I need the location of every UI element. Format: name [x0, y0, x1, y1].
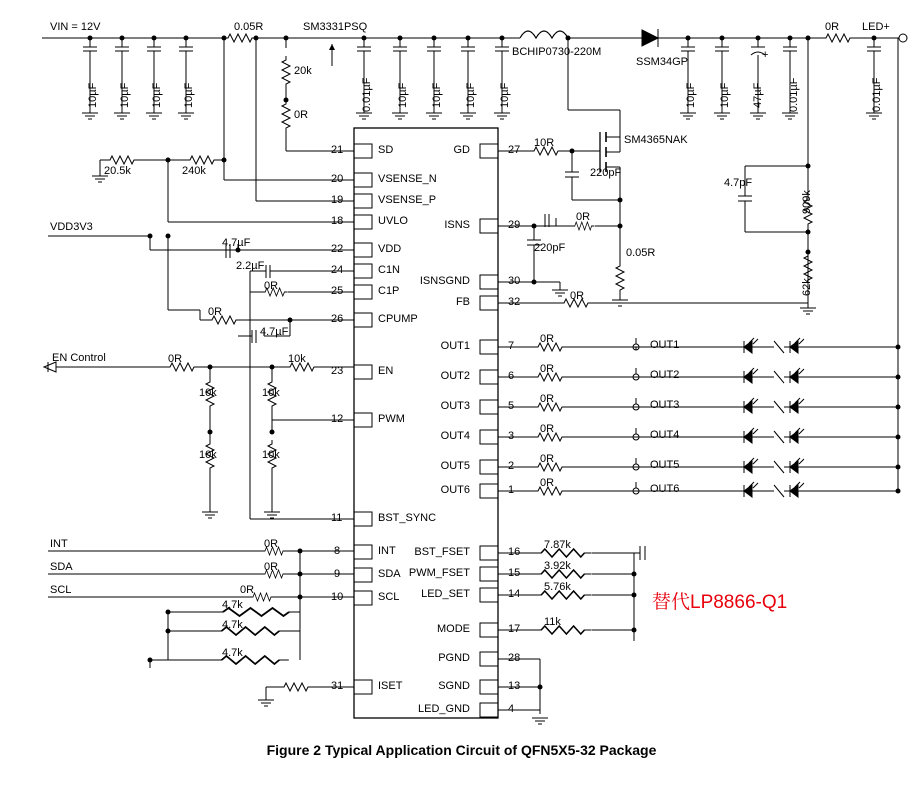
res-label-0r-sda: 0R — [264, 561, 279, 573]
cap-label-220pf-isns: 220pF — [534, 242, 566, 254]
pin-num-20: 20 — [331, 173, 344, 185]
node-label-out3: OUT3 — [650, 399, 680, 411]
pin-num-17: 17 — [508, 623, 521, 635]
pin-name-out3: OUT3 — [440, 400, 470, 412]
node-label-out4: OUT4 — [650, 429, 680, 441]
net-label-vin: VIN = 12V — [50, 21, 101, 33]
part-label-inductor: BCHIP0730-220M — [512, 46, 602, 58]
node-label-out2: OUT2 — [650, 369, 680, 381]
pin-name-bst-fset: BST_FSET — [414, 546, 470, 558]
pin-num-4: 4 — [508, 703, 515, 715]
cap-label-out-4: 0.01µF — [788, 77, 800, 112]
res-label-4k7-c: 4.7k — [222, 647, 243, 659]
part-label-diode: SSM34GP — [636, 56, 688, 68]
pin-num-19: 19 — [331, 194, 344, 206]
pin-name-out4: OUT4 — [440, 430, 470, 442]
pin-name-sda: SDA — [378, 568, 401, 580]
cap-label-vdd: 4.7µF — [222, 237, 251, 249]
polarity-plus: + — [762, 49, 769, 61]
cap-label-c1n: 2.2µF — [236, 260, 265, 272]
pin-num-15: 15 — [508, 567, 521, 579]
pin-name-c1n: C1N — [378, 264, 401, 276]
res-label-0r-int: 0R — [264, 538, 279, 550]
cap-label-in-3: 10µF — [151, 82, 163, 108]
pin-name-out5: OUT5 — [440, 460, 470, 472]
pin-num-31: 31 — [331, 680, 344, 692]
pin-num-5: 5 — [508, 400, 515, 412]
net-label-sda: SDA — [50, 561, 73, 573]
pin-num-11: 11 — [331, 512, 343, 524]
pin-name-scl: SCL — [378, 591, 400, 603]
res-label-0r-c1p: 0R — [264, 280, 279, 292]
pin-num-14: 14 — [508, 588, 521, 600]
res-label-10r-gd: 10R — [534, 137, 555, 149]
part-label-controller: SM3331PSQ — [303, 21, 368, 33]
node-label-out6: OUT6 — [650, 483, 680, 495]
figure-caption: Figure 2 Typical Application Circuit of QFN5X5-32 Package — [266, 742, 657, 758]
pin-name-uvlo: UVLO — [378, 215, 408, 227]
pin-num-27: 27 — [508, 144, 521, 156]
res-label-4k7-b: 4.7k — [222, 619, 243, 631]
node-label-out1: OUT1 — [650, 339, 680, 351]
pin-name-mode: MODE — [437, 623, 470, 635]
res-label-isns-sense: 0.05R — [626, 247, 656, 259]
pin-num-9: 9 — [334, 568, 341, 580]
res-label-led-set: 5.76k — [544, 581, 571, 593]
res-label-pwm-fset: 3.92k — [544, 560, 571, 572]
net-label-vdd3v3: VDD3V3 — [50, 221, 93, 233]
res-label-10k-c: 10k — [199, 449, 217, 461]
res-label-10k-d: 10k — [262, 449, 280, 461]
res-label-240k: 240k — [182, 165, 206, 177]
cap-label-cpump: 4.7µF — [260, 326, 289, 338]
pin-name-isnsgnd: ISNSGND — [419, 275, 470, 287]
pin-name-sgnd: SGND — [438, 680, 470, 692]
cap-label-mid-2: 10µF — [397, 82, 409, 108]
pin-num-30: 30 — [508, 275, 521, 287]
res-label-10k-a: 10k — [199, 387, 217, 399]
pin-name-isns: ISNS — [444, 219, 470, 231]
res-label-10k-b: 10k — [262, 387, 280, 399]
pin-name-gd: GD — [453, 144, 470, 156]
pin-name-en: EN — [378, 365, 394, 377]
cap-label-far-right: 0.01µF — [871, 77, 883, 112]
pin-num-29: 29 — [508, 219, 521, 231]
res-label-0r-fb: 0R — [570, 290, 585, 302]
res-label-62k: 62k — [801, 278, 813, 296]
net-label-en-control: EN Control — [52, 352, 106, 364]
pin-num-25: 25 — [331, 285, 344, 297]
res-label-mode: 11k — [544, 616, 561, 628]
pin-num-21: 21 — [331, 144, 344, 156]
pin-num-7: 7 — [508, 340, 515, 352]
pin-name-out2: OUT2 — [440, 370, 470, 382]
pin-num-28: 28 — [508, 652, 521, 664]
res-label-0r-gate: 0R — [294, 109, 309, 121]
res-label-bst-fset: 7.87k — [544, 539, 571, 551]
part-label-input-sense: 0.05R — [234, 21, 264, 33]
net-label-led-plus: LED+ — [862, 21, 890, 33]
pin-num-2: 2 — [508, 460, 515, 472]
pin-num-18: 18 — [331, 215, 344, 227]
pin-name-iset: ISET — [378, 680, 403, 692]
pin-name-vdd: VDD — [378, 243, 402, 255]
pin-name-vsense-p: VSENSE_P — [378, 194, 437, 206]
cap-label-mid-5: 10µF — [499, 82, 511, 108]
res-label-20k: 20k — [294, 65, 312, 77]
pin-name-out1: OUT1 — [440, 340, 470, 352]
pin-num-3: 3 — [508, 430, 515, 442]
net-label-scl: SCL — [50, 584, 72, 596]
pin-num-12: 12 — [331, 413, 344, 425]
pin-name-pgnd: PGND — [438, 652, 470, 664]
cap-label-220pf-gd: 220pF — [590, 167, 622, 179]
pin-num-32: 32 — [508, 296, 521, 308]
cap-label-4p7pf: 4.7pF — [724, 177, 753, 189]
pin-num-22: 22 — [331, 243, 344, 255]
cap-label-mid-4: 10µF — [465, 82, 477, 108]
pin-name-led-set: LED_SET — [421, 588, 470, 600]
res-label-10k-en: 10k — [288, 353, 306, 365]
cap-label-in-1: 10µF — [87, 82, 99, 108]
pin-num-23: 23 — [331, 365, 344, 377]
res-label-909k: 909k — [801, 190, 813, 214]
cap-label-out-2: 10µF — [719, 82, 731, 108]
pin-name-vsense-n: VSENSE_N — [378, 173, 437, 185]
pin-num-10: 10 — [331, 591, 344, 603]
res-label-0r-en: 0R — [168, 353, 183, 365]
pin-name-fb: FB — [455, 296, 470, 308]
res-label-0r-cpump: 0R — [208, 306, 223, 318]
pin-num-13: 13 — [508, 680, 521, 692]
part-label-fet: SM4365NAK — [624, 134, 688, 146]
pin-name-out6: OUT6 — [440, 484, 470, 496]
pin-num-24: 24 — [331, 264, 344, 276]
res-label-out2: 0R — [540, 363, 555, 375]
pin-name-sd: SD — [378, 144, 394, 156]
cap-label-mid-1: 0.01µF — [361, 77, 373, 112]
pin-num-8: 8 — [334, 545, 341, 557]
res-label-out4: 0R — [540, 423, 555, 435]
res-label-out6: 0R — [540, 477, 555, 489]
res-label-0r-scl: 0R — [240, 584, 255, 596]
res-label-4k7-a: 4.7k — [222, 599, 243, 611]
pin-num-26: 26 — [331, 313, 344, 325]
cap-label-mid-3: 10µF — [431, 82, 443, 108]
cap-label-in-2: 10µF — [119, 82, 131, 108]
pin-name-cpump: CPUMP — [378, 313, 418, 325]
res-label-0r-isns: 0R — [576, 211, 591, 223]
pin-name-pwm-fset: PWM_FSET — [408, 567, 470, 579]
res-label-20k5: 20.5k — [104, 165, 131, 177]
res-label-out5: 0R — [540, 453, 555, 465]
pin-name-pwm: PWM — [378, 413, 405, 425]
pin-name-int: INT — [378, 545, 396, 557]
node-label-out5: OUT5 — [650, 459, 680, 471]
pin-num-6: 6 — [508, 370, 515, 382]
res-label-out3: 0R — [540, 393, 555, 405]
annotation-replacement: 替代LP8866-Q1 — [652, 592, 788, 613]
cap-label-out-1: 10µF — [685, 82, 697, 108]
net-label-int: INT — [50, 538, 68, 550]
res-label-out1: 0R — [540, 333, 555, 345]
pin-num-16: 16 — [508, 546, 521, 558]
pin-name-c1p: C1P — [378, 285, 400, 297]
pin-name-bst-sync: BST_SYNC — [378, 512, 437, 524]
cap-label-out-3: 47µF — [752, 82, 764, 108]
pin-num-1: 1 — [508, 484, 515, 496]
pin-name-led-gnd: LED_GND — [418, 703, 470, 715]
cap-label-in-4: 10µF — [183, 82, 195, 108]
res-label-led-plus: 0R — [825, 21, 840, 33]
